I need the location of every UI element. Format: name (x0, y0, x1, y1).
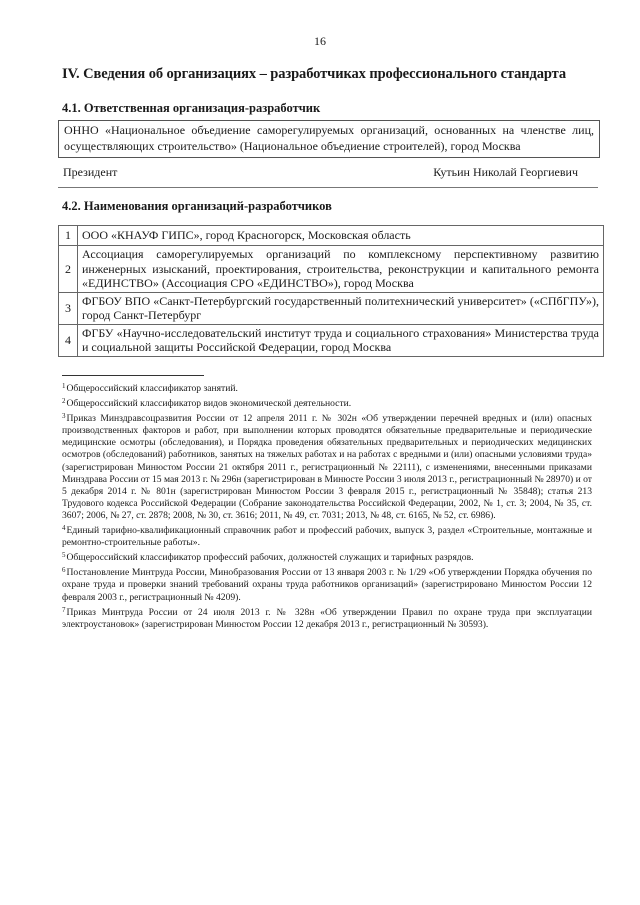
row-number: 1 (59, 226, 78, 246)
table-row (59, 246, 604, 293)
responsible-org-heading: 4.1. Ответственная организация-разработчик (62, 101, 321, 115)
row-number: 2 (59, 246, 78, 293)
table-row (59, 292, 604, 324)
footnote-text: Общероссийский классификатор видов экономической деятельности. (66, 398, 352, 410)
row-number: 4 (59, 324, 78, 356)
footnotes (62, 380, 592, 631)
org-name: ФГБОУ ВПО «Санкт-Петербургский государственный политехнический университет» («СПбГПУ»), город Санкт-Петербург (78, 292, 604, 324)
footnote-marker: 2 (62, 397, 66, 406)
footnote-marker: 4 (62, 524, 66, 533)
developer-orgs-heading: 4.2. Наименования организаций-разработчиков (62, 199, 332, 213)
footnote-marker: 7 (62, 605, 66, 614)
responsible-org-name: ОННО «Национальное объедиение саморегулируемых организаций, основанных на членстве лиц, осуществляющих строительство» (Национальное объедиение строителей), город Москва (64, 123, 594, 153)
footnote-5 (62, 549, 592, 564)
footnote-2 (62, 395, 592, 410)
developer-orgs-table (58, 225, 604, 357)
footnote-text: Постановление Минтруда России, Минобразования России от 13 января 2003 г. № 1/29 «Об утверждении Порядка обучения по охране труда и проверки знаний требований охраны труда работников организаций» (зарегистрировано Минюстом России 12 февраля 2003 г., регистрационный № 4209). (62, 567, 592, 603)
page-number: 16 (314, 34, 326, 48)
footnote-text: Общероссийский классификатор профессий рабочих, должностей служащих и тарифных разрядов. (66, 552, 474, 564)
footnote-7 (62, 604, 592, 631)
signatory-name: Кутьин Николай Георгиевич (433, 165, 578, 179)
signatory-row (58, 163, 598, 188)
footnote-marker: 6 (62, 566, 66, 575)
footnote-text: Приказ Минздравсоцразвития России от 12 апреля 2011 г. № 302н «Об утверждении перечней вредных и (или) опасных производственных факторов и работ, при выполнении которых проводятся обязательные предварительные и периодические медицинские осмотры (обследования), и Порядка проведения обязательных предварительных и периодических медицинских осмотров (обследований) работников, занятых на тяжелых работах и на работах с вредными и (или) опасными условиями труда» (зарегистрирован Минюстом России 21 октября 2011 г., регистрационный № 22111), с изменениями, внесенными приказами Минздрава России от 15 мая 2013 г. № 296н (зарегистрирован в Минюсте России 3 июля 2013 г., регистрационный № 28970) и от 5 декабря 2014 г. № 801н (зарегистрирован Минюстом России 3 февраля 2015 г., регистрационный № 35848); статья 213 Трудового кодекса Российской Федерации (Собрание законодательства Российской Федерации, 2002, № 1, ст. 3; 2004, № 35, ст. 3607; 2006, № 27, ст. 2878; 2008, № 30, ст. 3616; 2011, № 49, ст. 7031; 2013, № 48, ст. 6165, № 52, ст. 6986). (62, 413, 592, 521)
footnote-text: Общероссийский классификатор занятий. (66, 383, 238, 394)
footnote-6 (62, 564, 592, 603)
responsible-org-box (58, 120, 600, 158)
footnote-1 (62, 380, 592, 395)
signatory-role: Президент (63, 165, 118, 179)
footnote-text: Приказ Минтруда России от 24 июля 2013 г. № 328н «Об утверждении Правил по охране труда при эксплуатации электроустановок» (зарегистрирован Минюстом России 12 декабря 2013 г., регистрационный № 30593). (62, 606, 592, 630)
footnote-marker: 5 (62, 551, 66, 560)
footnote-4 (62, 522, 592, 549)
footnote-marker: 1 (62, 382, 66, 390)
footnote-3 (62, 410, 592, 522)
section-title: IV. Сведения об организациях – разработчиках профессионального стандарта (62, 66, 567, 82)
table-row (59, 226, 604, 246)
org-name: ООО «КНАУФ ГИПС», город Красногорск, Московская область (78, 226, 604, 246)
row-number: 3 (59, 292, 78, 324)
footnote-text: Единый тарифно-квалификационный справочник работ и профессий рабочих, выпуск 3, раздел «Строительные, монтажные и ремонтно-строительные работы». (62, 525, 592, 549)
org-name: Ассоциация саморегулируемых организаций по комплексному перспективному развитию инженерных изысканий, проектирования, строительства, реконструкции и капитального ремонта «ЕДИНСТВО» (Ассоциация СРО «ЕДИНСТВО»), город Москва (78, 246, 604, 293)
org-name: ФГБУ «Научно-исследовательский институт труда и социального страхования» Министерства труда и социальной защиты Российской Федерации, город Москва (78, 324, 604, 356)
footnote-marker: 3 (62, 412, 66, 421)
table-row (59, 324, 604, 356)
footnote-separator (62, 375, 204, 376)
